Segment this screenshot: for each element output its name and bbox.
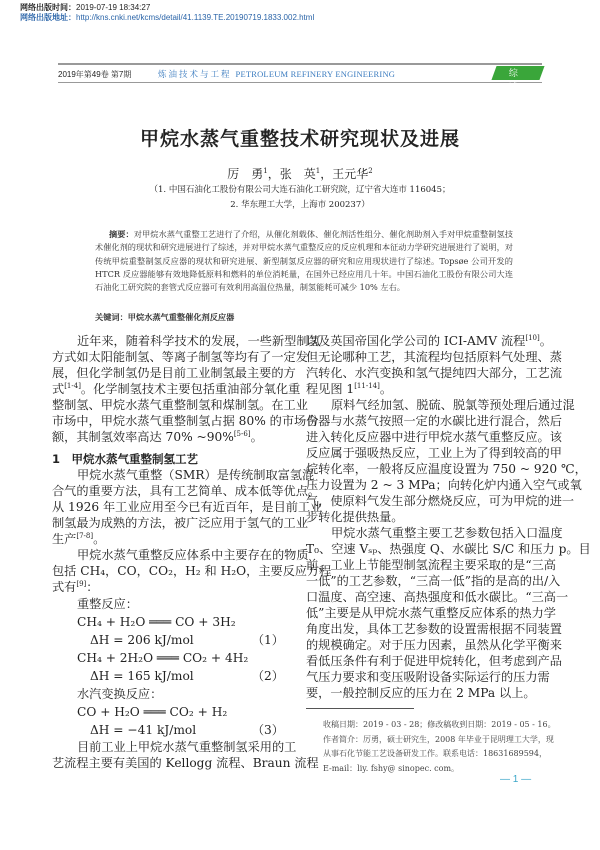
paper-title: 甲烷水蒸气重整技术研究现状及进展 [139, 128, 460, 150]
line-text: 。 [379, 382, 393, 396]
line-text: 包括 CH₄，CO，CO₂，H₂ 和 H₂O，主要反应方程 [52, 564, 332, 578]
line-text: 气压力要求和变压吸附设备实际运行的压力需 [306, 670, 550, 684]
text-line [306, 429, 562, 445]
line-text: 压力设置为 2 ~ 3 MPa；向转化炉内通入空气或氧 [306, 478, 582, 492]
footnote-line: E-mail：liy. fshy@ sinopec. com。 [323, 763, 460, 773]
keyword: 水蒸气 [144, 312, 169, 322]
line-text: 步转化提供热量。 [306, 510, 404, 524]
journal-header-bar [58, 63, 542, 92]
publish-time-label: 网络出版时间： [20, 3, 76, 12]
line-text: 角度出发，具体工艺参数的设置需根据不同装置 [306, 622, 562, 636]
line-text: ： [86, 580, 99, 594]
line-text: 近年来，随着科学技术的发展，一些新型制氢 [77, 334, 321, 348]
text-line [306, 445, 562, 461]
line-text: 的规模确定。对于压力因素，虽然从化学平衡来 [306, 638, 562, 652]
line-text: 低”主要是从甲烷水蒸气重整反应体系的热力学 [306, 606, 556, 620]
equation-line [52, 721, 290, 739]
text-line [306, 637, 562, 653]
line-text: 式 [52, 382, 65, 396]
text-line [52, 579, 290, 595]
text-line [52, 397, 308, 413]
journal-name-en: PETROLEUM REFINERY ENGINEERING [235, 69, 396, 79]
journal-name-cn: 炼油技术与工程 [158, 69, 232, 79]
affiliation-line: 2. 华东理工大学，上海市 200237） [230, 200, 370, 210]
author-affiliation-mark: 1 [263, 167, 268, 175]
text-line [52, 563, 332, 579]
online-publish-address [20, 12, 314, 23]
equation-number: （2） [251, 669, 284, 683]
line-text: 要，一般控制反应的压力在 2 MPa 以上。 [306, 686, 536, 700]
text-line [52, 739, 297, 755]
citation-ref: [5-6] [233, 430, 251, 438]
line-text: 甲烷水蒸气重整主要工艺参数包括入口温度 [331, 526, 563, 540]
text-line [306, 477, 582, 493]
abstract-label: 摘要： [109, 229, 134, 239]
text-line [52, 499, 323, 515]
line-text: 式有 [52, 580, 77, 594]
text-line [306, 509, 544, 525]
keyword: 重整 [168, 312, 186, 322]
footnote-line: 收稿日期：2019 - 03 - 28；修改稿收到日期：2019 - 05 - 16。 [323, 720, 556, 729]
text-line [306, 365, 562, 381]
footnote [323, 718, 556, 776]
line-text: 整制氢、甲烷水蒸气重整制氢和煤制氢。在工业 [52, 398, 308, 412]
text-line [306, 557, 556, 573]
abstract [95, 228, 513, 294]
keyword: 催化剂 [185, 312, 210, 322]
line-text: 。 [539, 334, 552, 348]
text-line [306, 653, 562, 669]
line-text: 看低压条件有利于促进甲烷转化，但考虑到产品 [306, 654, 562, 668]
right-column-body [306, 333, 591, 701]
footnote-line: 从事石化节能工艺设备研发工作。联系电话：18631689594， [323, 749, 547, 758]
text-line [306, 493, 575, 509]
text-line [306, 573, 561, 589]
text-line [306, 589, 569, 605]
line-text: 甲烷水蒸气重整反应体系中主要存在的物质 [77, 548, 309, 562]
publish-url-link[interactable]: http://kns.cnki.net/kcms/detail/41.1139.TE.20190719.1833.002.html [76, 13, 315, 22]
text-line [306, 525, 563, 541]
line-text: 进入转化反应器中进行甲烷水蒸气重整反应。该 [306, 430, 562, 444]
citation-ref: [10] [525, 334, 540, 342]
text-line [306, 381, 544, 397]
equation-line [52, 703, 290, 721]
line-text: 烷转化率，一般将反应温度设置为 750 ~ 920 ℃， [306, 462, 587, 476]
equation-number: （1） [251, 633, 284, 647]
line-text: 额，其制氢效率高达 70% ~90% [52, 430, 234, 444]
line-text: ΔH = 165 kJ/mol [90, 669, 194, 683]
keywords [95, 312, 234, 323]
text-line [52, 595, 290, 613]
equation-line [52, 613, 290, 631]
text-line [52, 467, 315, 483]
line-text: 口温度、高空速、高热强度和低水碳比。“三高一 [306, 590, 569, 604]
line-text: 甲烷水蒸气重整（SMR）是传统制取富氢混 [77, 468, 315, 482]
author-list: 厉 勇$^1$，张 英$^1$，王元华$^2$ [227, 167, 373, 181]
line-text: 生产 [52, 532, 77, 546]
citation-ref: [7-8] [76, 532, 94, 540]
line-text: CH₄ + H₂O ═══ CO + 3H₂ [77, 615, 236, 629]
footnote-divider [306, 708, 414, 709]
text-line [52, 483, 321, 499]
line-text: ΔH = 206 kJ/mol [90, 633, 194, 647]
line-text: 前，工业上节能型制氢流程主要采取的是“三高 [306, 558, 556, 572]
publish-url-label: 网络出版地址： [20, 13, 76, 22]
citation-ref: [1-4] [64, 382, 81, 390]
line-text: 方式如太阳能制氢、等离子制氢等均有了一定发 [52, 350, 308, 364]
author-affiliation-mark: 1 [315, 167, 321, 175]
text-line [306, 333, 552, 349]
journal-name [158, 68, 395, 80]
author-name: 厉 勇 [227, 167, 264, 181]
page-number: — 1 — [500, 774, 532, 785]
text-line [306, 685, 544, 701]
line-text: 程见图 1 [306, 382, 355, 396]
author-name: 王元华 [332, 167, 369, 181]
text-line [52, 429, 290, 445]
affiliation-line: （1. 中国石油化工股份有限公司大连石油化工研究院，辽宁省大连市 116045； [149, 185, 451, 195]
text-line [52, 547, 309, 563]
text-line [306, 349, 562, 365]
line-text: 但无论哪种工艺，其流程均包括原料气处理、蒸 [306, 350, 562, 364]
equation-line [52, 667, 290, 685]
text-line [52, 515, 308, 531]
line-text: 市场中，甲烷水蒸气重整制氢占据 80% 的市场份 [52, 414, 319, 428]
line-text: ΔH = −41 kJ/mol [90, 723, 197, 737]
citation-ref: [9] [76, 580, 87, 588]
line-text: 目前工业上甲烷水蒸气重整制氢采用的工 [77, 740, 297, 754]
author-affiliation-mark: 2 [368, 167, 373, 175]
line-text: 以及英国帝国化学公司的 ICI-AMV 流程 [306, 334, 526, 348]
text-line [306, 669, 550, 685]
line-text: 重整反应： [77, 597, 138, 611]
text-line [306, 621, 562, 637]
line-text: T₀、空速 Vₛₚ、热强度 Q、水碳比 S/C 和压力 p。目 [306, 542, 591, 556]
line-text: 反应属于强吸热反应，工业上为了得到较高的甲 [306, 446, 562, 460]
journal-issue: 2019年第49卷 第7期 [58, 70, 132, 79]
line-text: 一低”的工艺参数，“三高一低”指的是高的出/入 [306, 574, 561, 588]
text-line [52, 531, 290, 547]
keywords-label: 关键词： [95, 312, 128, 322]
author-name: 张 英 [279, 167, 316, 181]
line-text: 展，但化学制氢仍是目前工业制氢最主要的方 [52, 366, 296, 380]
text-line [52, 381, 301, 397]
footnote-line: 作者简介：厉勇，硕士研究生，2008 年毕业于昆明理工大学，现 [323, 734, 554, 744]
section-heading [52, 451, 290, 467]
text-line [306, 461, 587, 477]
line-text: CO + H₂O ═══ CO₂ + H₂ [77, 705, 228, 719]
line-text: 。 [250, 430, 263, 444]
line-text: 汽转化、水汽变换和氢气提纯四大部分，工艺流 [306, 366, 562, 380]
text-line [306, 397, 575, 413]
text-line [52, 685, 290, 703]
line-text: 合器与水蒸气按照一定的水碳比进行混合，然后 [306, 414, 562, 428]
keyword: 反应器 [209, 312, 235, 322]
line-text: 。化学制氢技术主要包括重油部分氧化重 [80, 382, 301, 396]
line-text: 水汽变换反应： [77, 687, 163, 701]
line-text: 制氢最为成熟的方法，被广泛应用于氢气的工业 [52, 516, 308, 530]
text-line [306, 413, 562, 429]
equation-line [52, 631, 290, 649]
text-line [306, 541, 591, 557]
section-tag-label: 综述 [508, 68, 530, 92]
text-line [52, 333, 321, 349]
section-tag [491, 66, 544, 92]
keyword: 甲烷 [127, 312, 145, 322]
text-line [52, 365, 296, 381]
text-line [52, 349, 308, 365]
text-line [306, 605, 556, 621]
line-text: 从 1926 年工业应用至今已有近百年，是目前工业 [52, 500, 323, 514]
line-text: 艺流程主要有美国的 Kellogg 流程、Braun 流程 [52, 756, 319, 770]
line-text: 1 甲烷水蒸气重整制氢工艺 [52, 452, 199, 466]
text-line [52, 755, 319, 771]
text-line [52, 413, 319, 429]
equation-line [52, 649, 290, 667]
line-text: 原料气经加氢、脱硫、脱氯等预处理后通过混 [331, 398, 575, 412]
line-text: 。 [93, 532, 106, 546]
publish-time-value: 2019-07-19 18:34:27 [76, 3, 151, 12]
line-text: CH₄ + 2H₂O ═══ CO₂ + 4H₂ [77, 651, 249, 665]
citation-ref: [11-14] [354, 382, 380, 390]
line-text: 气，使原料气发生部分燃烧反应，可为甲烷的进一 [306, 494, 575, 508]
line-text: 合气的重要方法，具有工艺简单、成本低等优点。 [52, 484, 321, 498]
equation-number: （3） [251, 723, 284, 737]
abstract-text: 对甲烷水蒸气重整工艺进行了介绍，从催化剂载体、催化剂活性组分、催化剂助剂入手对甲烷重整制氢技术催化剂的现状和研究进展进行了综述，并对甲烷水蒸气重整反应的反应机理和本征动力学研究进展进行了说明，对传统甲烷重整制氢反应器的现状和研究进展、新型制氢反应器的研究和应用现状进行了综述。Topsøe 公司开发的 HTCR 反应器能够有效地降低原料和燃料的单位消耗量，在国外已经应用几十年。中国石油化工股份有限公司大连石油化工研究院的套管式反应器可有效利用高温位热量，制氢能耗可减少 10% 左右。 [95, 229, 513, 293]
